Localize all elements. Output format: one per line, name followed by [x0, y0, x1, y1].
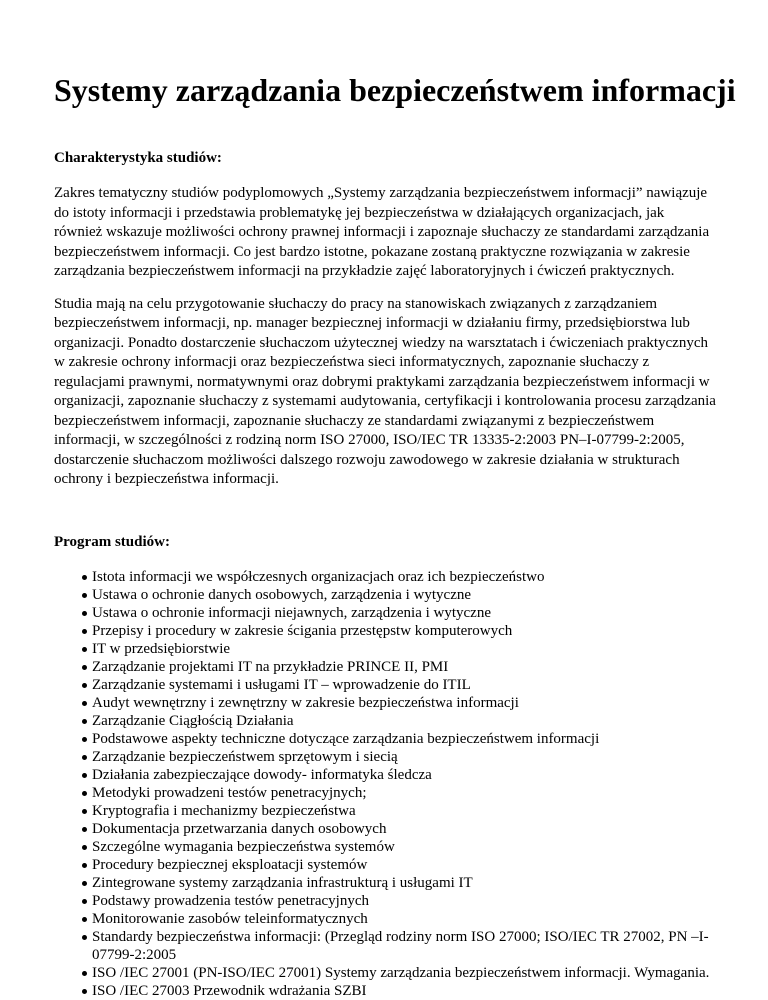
- program-list-item: Kryptografia i mechanizmy bezpieczeństwa: [92, 802, 716, 820]
- program-list-item: Podstawy prowadzenia testów penetracyjnych: [92, 892, 716, 910]
- program-list-item: Zarządzanie projektami IT na przykładzie PRINCE II, PMI: [92, 658, 716, 676]
- program-list-item: Monitorowanie zasobów teleinformatycznych: [92, 910, 716, 928]
- program-list: [54, 568, 716, 1000]
- program-list-item: Ustawa o ochronie informacji niejawnych, zarządzenia i wytyczne: [92, 604, 716, 622]
- program-list-item: Szczególne wymagania bezpieczeństwa systemów: [92, 838, 716, 856]
- page-title: Systemy zarządzania bezpieczeństwem informacji: [54, 72, 736, 108]
- section-spacer: [54, 503, 716, 532]
- program-list-item: Zintegrowane systemy zarządzania infrastrukturą i usługami IT: [92, 874, 716, 892]
- program-list-item: ISO /IEC 27003 Przewodnik wdrażania SZBI: [92, 982, 716, 1000]
- program-list-item: Przepisy i procedury w zakresie ścigania przestępstw komputerowych: [92, 622, 716, 640]
- program-list-item: Dokumentacja przetwarzania danych osobowych: [92, 820, 716, 838]
- program-list-item: Metodyki prowadzeni testów penetracyjnych;: [92, 784, 716, 802]
- program-list-item: Istota informacji we współczesnych organizacjach oraz ich bezpieczeństwo: [92, 568, 716, 586]
- program-list-item: Działania zabezpieczające dowody- informatyka śledcza: [92, 766, 716, 784]
- program-list-item: Zarządzanie bezpieczeństwem sprzętowym i siecią: [92, 748, 716, 766]
- program-section: [54, 532, 716, 1000]
- program-list-item: Standardy bezpieczeństwa informacji: (Przegląd rodziny norm ISO 27000; ISO/IEC TR 27002, PN –I-07799-2:2005: [92, 928, 716, 964]
- program-heading: Program studiów:: [54, 533, 170, 550]
- program-list-item: Ustawa o ochronie danych osobowych, zarządzenia i wytyczne: [92, 586, 716, 604]
- program-list-item: Procedury bezpiecznej eksploatacji systemów: [92, 856, 716, 874]
- characteristics-paragraph-1: Zakres tematyczny studiów podyplomowych „Systemy zarządzania bezpieczeństwem informacji” nawiązuje do istoty informacji i przedstawia problematykę jej bezpieczeństwa w działających organizacjach, jak również wskazuje możliwości ochrony prawnej informacji i zapoznaje słuchaczy ze standardami zarządzania bezpieczeństwem informacji. Co jest bardzo istotne, pokazane zostaną praktyczne rozwiązania w zakresie zarządzania bezpieczeństwem informacji na przykładzie zajęć laboratoryjnych i ćwiczeń praktycznych.: [54, 185, 710, 279]
- characteristics-section: [54, 148, 716, 490]
- characteristics-paragraph-2: Studia mają na celu przygotowanie słuchaczy do pracy na stanowiskach związanych z zarządzaniem bezpieczeństwem informacji, np. manager bezpiecznej informacji w działaniu firmy, przedsiębiorstwa lub organizacji. Ponadto dostarczenie słuchaczom użytecznej wiedzy na warsztatach i ćwiczeniach praktycznych w zakresie ochrony informacji oraz bezpieczeństwa sieci informatycznych, zapoznanie słuchaczy z regulacjami prawnymi, normatywnymi oraz dobrymi praktykami zarządzania bezpieczeństwem informacji w organizacji, zapoznanie słuchaczy z systemami audytowania, certyfikacji i kontrolowania procesu zarządzania bezpieczeństwem informacji, zapoznanie słuchaczy ze standardami związanymi z bezpieczeństwem informacji, w szczególności z rodziną norm ISO 27000, ISO/IEC TR 13335-2:2003 PN–I-07799-2:2005, dostarczenie słuchaczom możliwości dalszego rozwoju zawodowego w zakresie działania w strukturach ochrony i bezpieczeństwa informacji.: [54, 295, 716, 487]
- program-list-item: Zarządzanie Ciągłością Działania: [92, 712, 716, 730]
- program-list-item: ISO /IEC 27001 (PN-ISO/IEC 27001) Systemy zarządzania bezpieczeństwem informacji. Wymagania.: [92, 964, 716, 982]
- program-list-item: IT w przedsiębiorstwie: [92, 640, 716, 658]
- program-list-item: Podstawowe aspekty techniczne dotyczące zarządzania bezpieczeństwem informacji: [92, 730, 716, 748]
- program-list-item: Audyt wewnętrzny i zewnętrzny w zakresie bezpieczeństwa informacji: [92, 694, 716, 712]
- program-list-item: Zarządzanie systemami i usługami IT – wprowadzenie do ITIL: [92, 676, 716, 694]
- characteristics-heading: Charakterystyka studiów:: [54, 150, 222, 166]
